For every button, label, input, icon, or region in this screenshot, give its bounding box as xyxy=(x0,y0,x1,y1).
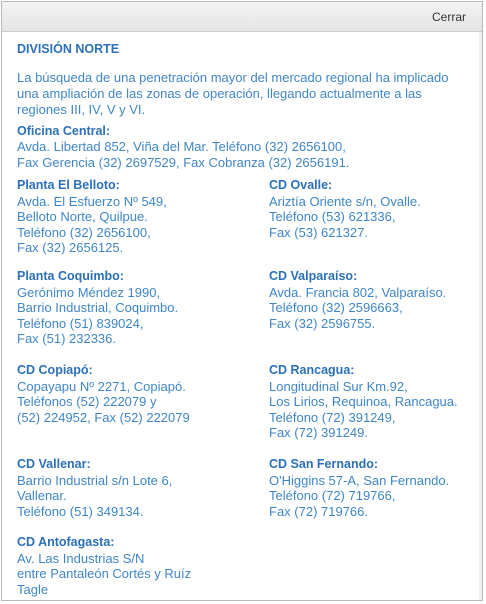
location-line: Barrio Industrial, Coquimbo. xyxy=(17,300,179,315)
central-office-heading: Oficina Central: xyxy=(17,124,111,138)
info-popup xyxy=(1,1,483,601)
intro-paragraph: La búsqueda de una penetración mayor del mercado regional ha implicado una ampliación de las zonas de operación, llegando actualmente a las regiones III, IV, V y VI. xyxy=(17,70,449,117)
location-line: Fax (32) 2596755. xyxy=(269,315,376,331)
location-line: Tagle xyxy=(17,581,49,597)
location-line: O'Higgins 57-A, San Fernando. xyxy=(269,472,450,488)
location-line: Ariztía Oriente s/n, Ovalle. xyxy=(269,193,421,209)
location-heading: CD Ovalle: xyxy=(269,178,333,192)
location-line: Teléfono (51) 839024, xyxy=(17,315,144,331)
location-line: Fax (32) 2656125. xyxy=(17,240,124,255)
location-el-belloto xyxy=(17,178,247,256)
location-vallenar xyxy=(17,457,247,519)
location-line: Barrio Industrial s/n Lote 6, xyxy=(17,472,173,488)
location-heading: CD Valparaíso: xyxy=(269,269,358,283)
central-office xyxy=(17,123,457,171)
location-heading: CD Vallenar: xyxy=(17,457,91,471)
location-heading: CD San Fernando: xyxy=(269,457,379,471)
location-line: Teléfono (72) 719766, xyxy=(269,488,396,503)
location-heading: CD Antofagasta: xyxy=(17,535,115,549)
location-heading: CD Rancagua: xyxy=(269,363,355,377)
close-button[interactable]: Cerrar xyxy=(431,10,466,24)
location-line: Fax (51) 232336. xyxy=(17,331,117,346)
location-line: Teléfono (32) 2596663, xyxy=(269,300,403,315)
page-title: DIVISIÓN NORTE xyxy=(17,42,120,56)
location-line: Teléfono (53) 621336, xyxy=(269,209,396,224)
location-heading: CD Copiapó: xyxy=(17,363,93,377)
location-line: Teléfonos (52) 222079 y xyxy=(17,394,157,409)
location-line: Longitudinal Sur Km.92, xyxy=(269,378,408,394)
location-line: Avda. Francia 802, Valparaíso. xyxy=(269,284,447,300)
location-antofagasta xyxy=(17,535,247,597)
location-san-fernando xyxy=(269,457,479,519)
location-coquimbo xyxy=(17,269,247,347)
location-line: Avda. El Esfuerzo Nº 549, xyxy=(17,193,167,209)
location-heading: Planta El Belloto: xyxy=(17,178,120,192)
location-line: Los Lirios, Requinoa, Rancagua. xyxy=(269,394,458,409)
location-rancagua xyxy=(269,363,479,441)
location-line: Teléfono (32) 2656100, xyxy=(17,224,151,240)
location-line: Fax (72) 719766. xyxy=(269,503,369,519)
location-line: Teléfono (72) 391249, xyxy=(269,409,396,425)
scroll-edge xyxy=(479,32,482,601)
location-valparaiso xyxy=(269,269,479,331)
popup-topbar xyxy=(2,2,482,32)
location-copiapo xyxy=(17,363,247,425)
location-line: Copayapu Nº 2271, Copiapó. xyxy=(17,378,186,394)
central-office-line: Avda. Libertad 852, Viña del Mar. Teléfono (32) 2656100, xyxy=(17,139,346,154)
location-heading: Planta Coquimbo: xyxy=(17,269,124,283)
location-line: Gerónimo Méndez 1990, xyxy=(17,284,161,300)
location-line: Fax (72) 391249. xyxy=(269,425,369,440)
location-line: Belloto Norte, Quilpue. xyxy=(17,209,148,224)
location-line: Vallenar. xyxy=(17,488,67,503)
central-office-line: Fax Gerencia (32) 2697529, Fax Cobranza (32) 2656191. xyxy=(17,155,350,170)
location-ovalle xyxy=(269,178,479,240)
location-line: Fax (53) 621327. xyxy=(269,224,369,240)
location-line: (52) 224952, Fax (52) 222079 xyxy=(17,409,190,425)
location-line: Av. Las Industrias S/N xyxy=(17,550,145,566)
location-line: Teléfono (51) 349134. xyxy=(17,503,144,519)
location-line: entre Pantaleón Cortés y Ruíz xyxy=(17,566,192,581)
